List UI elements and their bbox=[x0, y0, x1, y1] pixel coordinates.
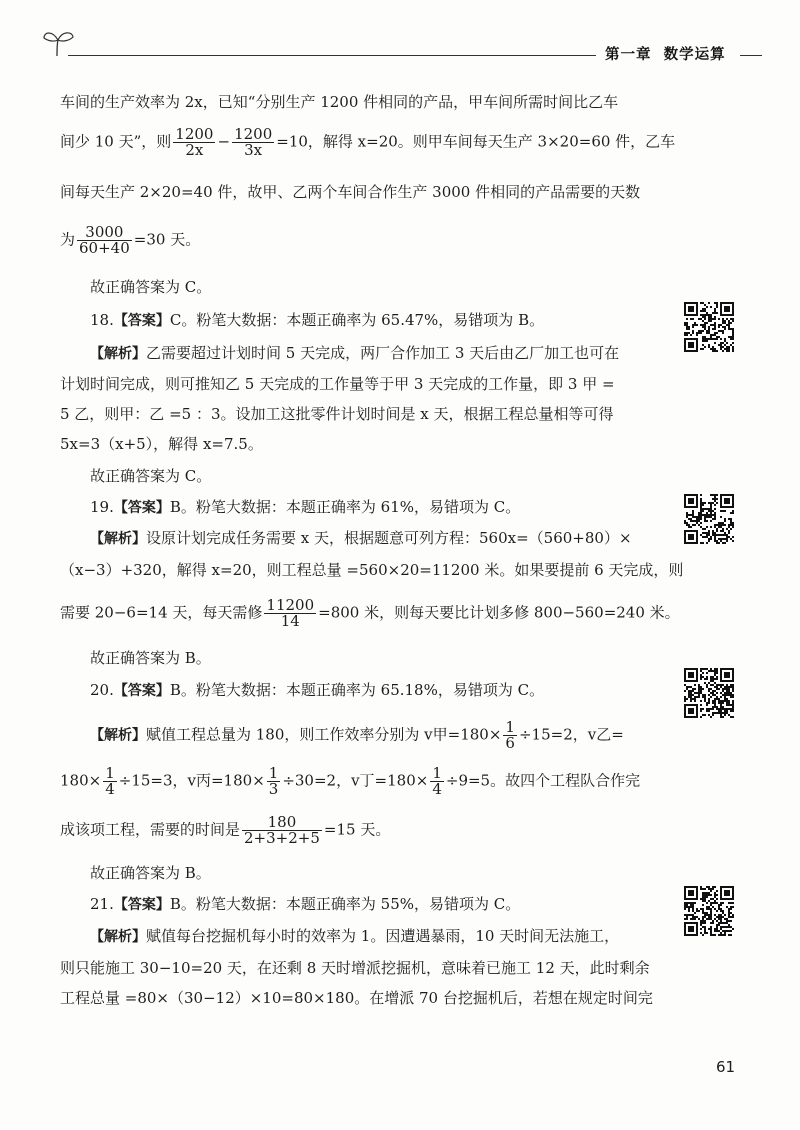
header-rule bbox=[68, 55, 596, 56]
answer-line: 故正确答案为 C。 bbox=[90, 467, 212, 485]
analysis-21: 【解析】赋值每台挖掘机每小时的效率为 1。因遭遇暴雨，10 天时间无法施工， bbox=[90, 927, 620, 945]
fraction: $\frac{1200}{3x}$ bbox=[234, 125, 273, 159]
qr-code-icon[interactable] bbox=[684, 302, 734, 352]
answer-line: 故正确答案为 C。 bbox=[90, 278, 212, 296]
sprout-icon bbox=[42, 28, 76, 58]
text-line: 工程总量 =80×（30−12）×10=80×180。在增派 70 台挖掘机后，若想在规定时间完 bbox=[60, 989, 653, 1007]
qr-code-icon[interactable] bbox=[684, 668, 734, 718]
fraction: $\frac{180}{2+3+2+5}$ bbox=[244, 813, 320, 847]
analysis-18: 【解析】乙需要超过计划时间 5 天完成，两厂合作加工 3 天后由乙厂加工也可在 bbox=[90, 344, 620, 362]
text-line: 车间的生产效率为 2x，已知“分别生产 1200 件相同的产品，甲车间所需时间比乙车 bbox=[60, 93, 619, 111]
answer-header-18: 18.【答案】C。粉笔大数据：本题正确率为 65.47%，易错项为 B。 bbox=[90, 311, 545, 329]
text-line: 间每天生产 2×20=40 件，故甲、乙两个车间合作生产 3000 件相同的产品需要的天数 bbox=[60, 183, 641, 201]
page-header bbox=[42, 28, 758, 68]
answer-header-20: 20.【答案】B。粉笔大数据：本题正确率为 65.18%，易错项为 C。 bbox=[90, 681, 545, 699]
page-number: 61 bbox=[716, 1058, 736, 1076]
fraction: $\frac{3000}{60+40}$ bbox=[79, 223, 130, 257]
text-line-with-fraction: 间少 10 天”，则 $\frac{1200}{2x}$ − $\frac{1200}{3x}$ =10，解得 x=20。则甲车间每天生产 3×20=60 件，乙车 bbox=[60, 125, 676, 159]
answer-line: 故正确答案为 B。 bbox=[90, 864, 211, 882]
analysis-20: 【解析】赋值工程总量为 180，则工作效率分别为 v甲=180× $\frac{1}{6}$ ÷15=2，v乙= bbox=[90, 718, 624, 752]
fraction: $\frac{1}{3}$ bbox=[268, 764, 279, 798]
analysis-19: 【解析】设原计划完成任务需要 x 天，根据题意可列方程：560x=（560+80）× bbox=[90, 529, 632, 547]
fraction: $\frac{11200}{14}$ bbox=[266, 596, 315, 630]
fraction: $\frac{1200}{2x}$ bbox=[175, 125, 214, 159]
fraction: $\frac{1}{4}$ bbox=[432, 764, 442, 798]
header-rule-tail bbox=[740, 55, 762, 56]
chapter-title: 第一章 数学运算 bbox=[605, 47, 726, 63]
fraction: $\frac{1}{4}$ bbox=[105, 764, 115, 798]
text-line: （x−3）+320，解得 x=20，则工程总量 =560×20=11200 米。如果要提前 6 天完成，则 bbox=[60, 561, 684, 579]
text-line: 5 乙，则甲：乙 =5 ：3。设加工这批零件计划时间是 x 天，根据工程总量相等可得 bbox=[60, 405, 614, 423]
text-line: 则只能施工 30−10=20 天，在还剩 8 天时增派挖掘机，意味着已施工 12 天，此时剩余 bbox=[60, 959, 650, 977]
text-line: 5x=3（x+5），解得 x=7.5。 bbox=[60, 435, 263, 453]
answer-header-21: 21.【答案】B。粉笔大数据：本题正确率为 55%，易错项为 C。 bbox=[90, 895, 521, 913]
qr-code-icon[interactable] bbox=[684, 886, 734, 936]
qr-code-icon[interactable] bbox=[684, 494, 734, 544]
text-line: 计划时间完成，则可推知乙 5 天完成的工作量等于甲 3 天完成的工作量，即 3 甲 = bbox=[60, 375, 615, 393]
text-line-with-fraction: 需要 20−6=14 天，每天需修 $\frac{11200}{14}$ =800 米，则每天要比计划多修 800−560=240 米。 bbox=[60, 596, 680, 630]
fraction: $\frac{1}{6}$ bbox=[505, 718, 515, 752]
answer-header-19: 19.【答案】B。粉笔大数据：本题正确率为 61%，易错项为 C。 bbox=[90, 498, 521, 516]
text-line-with-fraction: 为 $\frac{3000}{60+40}$ =30 天。 bbox=[60, 223, 201, 257]
text-line-with-fraction: 成该项工程，需要的时间是 $\frac{180}{2+3+2+5}$ =15 天。 bbox=[60, 813, 391, 847]
answer-line: 故正确答案为 B。 bbox=[90, 649, 211, 667]
text-line-with-fraction: 180× $\frac{1}{4}$ ÷15=3，v丙=180× $\frac{1}{3}$ ÷30=2，v丁=180× $\frac{1}{4}$ ÷9=5。故四个工程队合作完 bbox=[60, 764, 641, 798]
